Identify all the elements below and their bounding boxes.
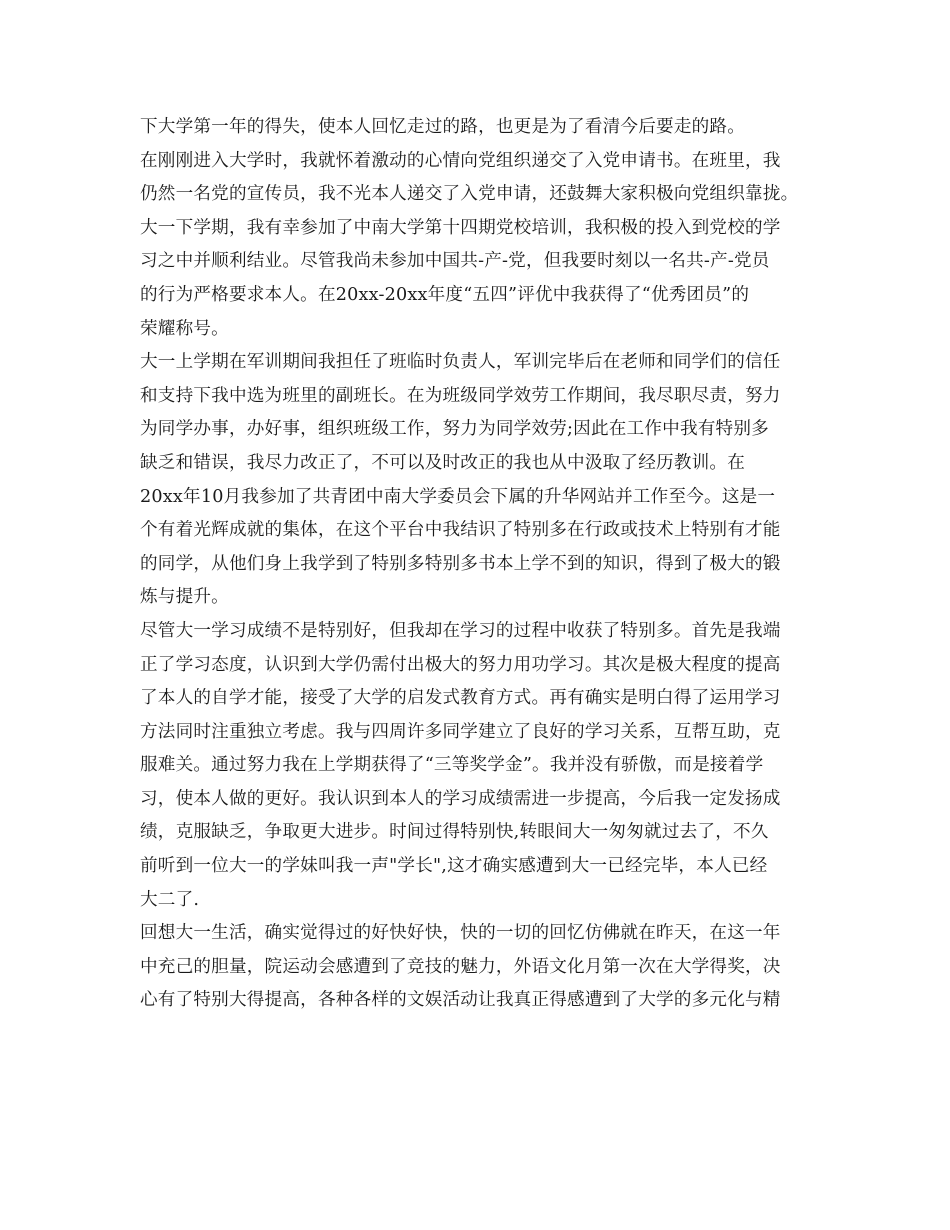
text-line: 下大学第一年的得失，使本人回忆走过的路，也更是为了看清今后要走的路。	[140, 117, 745, 137]
text-line: 了本人的自学才能，接受了大学的启发式教育方式。再有确实是明白得了运用学习	[140, 688, 781, 709]
text-line: 正了学习态度，认识到大学仍需付出极大的努力用功学习。其次是极大程度的提高	[140, 654, 781, 675]
text-line: 习，使本人做的更好。我认识到本人的学习成绩需进一步提高，今后我一定发扬成	[140, 788, 781, 809]
text-line: 服难关。通过努力我在上学期获得了“三等奖学金”。我并没有骄傲，而是接着学	[140, 755, 764, 776]
text-line: 缺乏和错误，我尽力改正了，不可以及时改正的我也从中汲取了经历教训。在	[140, 452, 745, 473]
text-line: 炼与提升。	[140, 587, 229, 608]
text-line: 个有着光辉成就的集体，在这个平台中我结识了特别多在行政或技术上特别有才能	[140, 520, 781, 541]
text-line: 为同学办事，办好事，组织班级工作，努力为同学效劳;因此在工作中我有特别多	[140, 419, 769, 440]
text-line: 前听到一位大一的学妹叫我一声"学长",这才确实感遭到大一已经完毕，本人已经	[140, 856, 768, 877]
text-line: 方法同时注重独立考虑。我与四周许多同学建立了良好的学习关系，互帮互助，克	[140, 721, 781, 742]
text-line: 在刚刚进入大学时，我就怀着激动的心情向党组织递交了入党申请书。在班里，我	[140, 150, 781, 171]
text-line: 心有了特别大得提高，各种各样的文娱活动让我真正得感遭到了大学的多元化与精	[140, 990, 781, 1011]
document-body-text	[140, 111, 840, 1018]
text-line: 仍然一名党的宣传员，我不光本人递交了入党申请，还鼓舞大家积极向党组织靠拢。	[140, 184, 799, 205]
text-line: 中充己的胆量，院运动会感遭到了竞技的魅力，外语文化月第一次在大学得奖，决	[140, 956, 781, 977]
text-line: 回想大一生活，确实觉得过的好快好快，快的一切的回忆仿佛就在昨天，在这一年	[140, 923, 781, 944]
text-line: 大一上学期在军训期间我担任了班临时负责人，军训完毕后在老师和同学们的信任	[140, 352, 781, 373]
text-line: 绩，克服缺乏，争取更大进步。时间过得特别快,转眼间大一匆匆就过去了，不久	[140, 822, 769, 843]
text-line: 尽管大一学习成绩不是特别好，但我却在学习的过程中收获了特别多。首先是我端	[140, 620, 781, 641]
text-line: 荣耀称号。	[140, 318, 229, 339]
text-line: 大二了.	[140, 889, 200, 910]
text-line: 的同学，从他们身上我学到了特别多特别多书本上学不到的知识，得到了极大的锻	[140, 553, 781, 574]
text-line: 20xx年10月我参加了共青团中南大学委员会下属的升华网站并工作至今。这是一	[140, 486, 776, 507]
text-line: 大一下学期，我有幸参加了中南大学第十四期党校培训，我积极的投入到党校的学	[140, 217, 781, 238]
text-line: 的行为严格要求本人。在20xx-20xx年度“五四”评优中我获得了“优秀团员”的	[140, 284, 750, 305]
text-line: 习之中并顺利结业。尽管我尚未参加中国共-产-党，但我要时刻以一名共-产-党员	[140, 251, 770, 272]
text-line: 和支持下我中选为班里的副班长。在为班级同学效劳工作期间，我尽职尽责，努力	[140, 385, 781, 406]
